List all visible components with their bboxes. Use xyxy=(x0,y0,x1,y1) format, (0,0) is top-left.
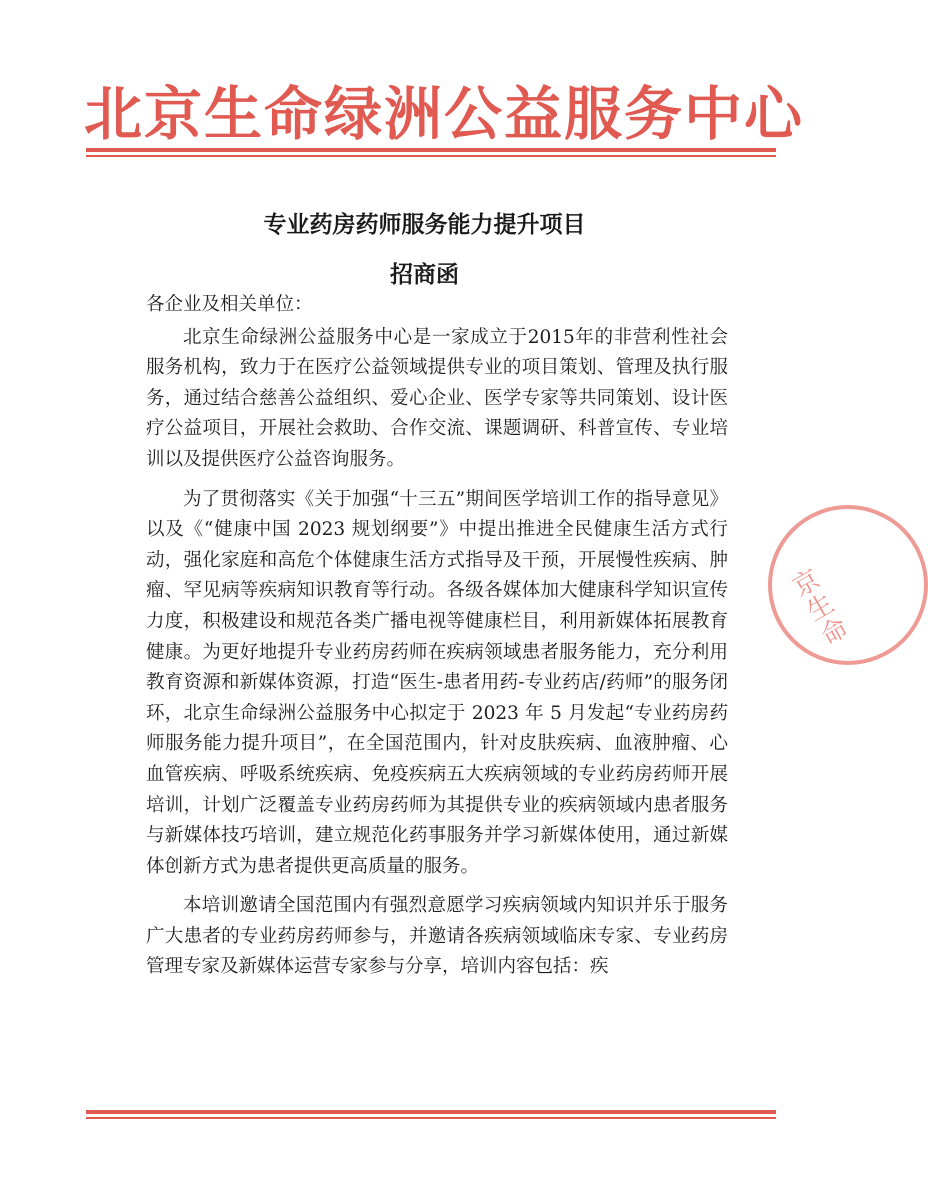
salutation: 各企业及相关单位： xyxy=(146,294,313,315)
seal-lettering: 京生命 xyxy=(787,564,854,652)
paragraph-background: 为了贯彻落实《关于加强“十三五”期间医学培训工作的指导意见》以及《“健康中国 2023 规划纲要”》中提出推进全民健康生活方式行动，强化家庭和高危个体健康生活方式指导及干预，开展慢性疾病、肿瘤、罕见病等疾病知识教育等行动。各级各媒体加大健康科学知识宣传力度，积极建设和规范各类广播电视等健康栏目，利用新媒体拓展教育健康。为更好地提升专业药房药师在疾病领域患者服务能力，充分利用教育资源和新媒体资源，打造“医生-患者用药-专业药店/药师”的服务闭环，北京生命绿洲公益服务中心拟定于 2023 年 5 月发起“专业药房药师服务能力提升项目”，在全国范围内，针对皮肤疾病、血液肿瘤、心血管疾病、呼吸系统疾病、免疫疾病五大疾病领域的专业药房药师开展培训，计划广泛覆盖专业药房药师为其提供专业的疾病领域内患者服务与新媒体技巧培训，建立规范化药事服务并学习新媒体使用，通过新媒体创新方式为患者提供更高质量的服务。 xyxy=(146,488,728,877)
document-subtitle: 招商函 xyxy=(390,261,459,288)
letter-body xyxy=(146,290,728,992)
paragraph-training: 本培训邀请全国范围内有强烈意愿学习疾病领域内知识并乐于服务广大患者的专业药房药师参与，并邀请各疾病领域临床专家、专业药房管理专家及新媒体运营专家参与分享，培训内容包括：疾 xyxy=(146,895,728,978)
footer-rule-thin xyxy=(86,1117,776,1119)
paragraph-intro: 北京生命绿洲公益服务中心是一家成立于2015年的非营利性社会服务机构，致力于在医疗公益领域提供专业的项目策划、管理及执行服务，通过结合慈善公益组织、爱心企业、医学专家等共同策划、设计医疗公益项目，开展社会救助、合作交流、课题调研、科普宣传、专业培训以及提供医疗公益咨询服务。 xyxy=(146,326,728,470)
document-title: 专业药房药师服务能力提升项目 xyxy=(263,211,586,238)
footer-rule-thick xyxy=(86,1110,776,1114)
letterhead-org-name: 北京生命绿洲公益服务中心 xyxy=(84,80,805,148)
letterhead-rule-thin xyxy=(86,155,776,157)
letterhead-rule-thick xyxy=(86,148,776,152)
